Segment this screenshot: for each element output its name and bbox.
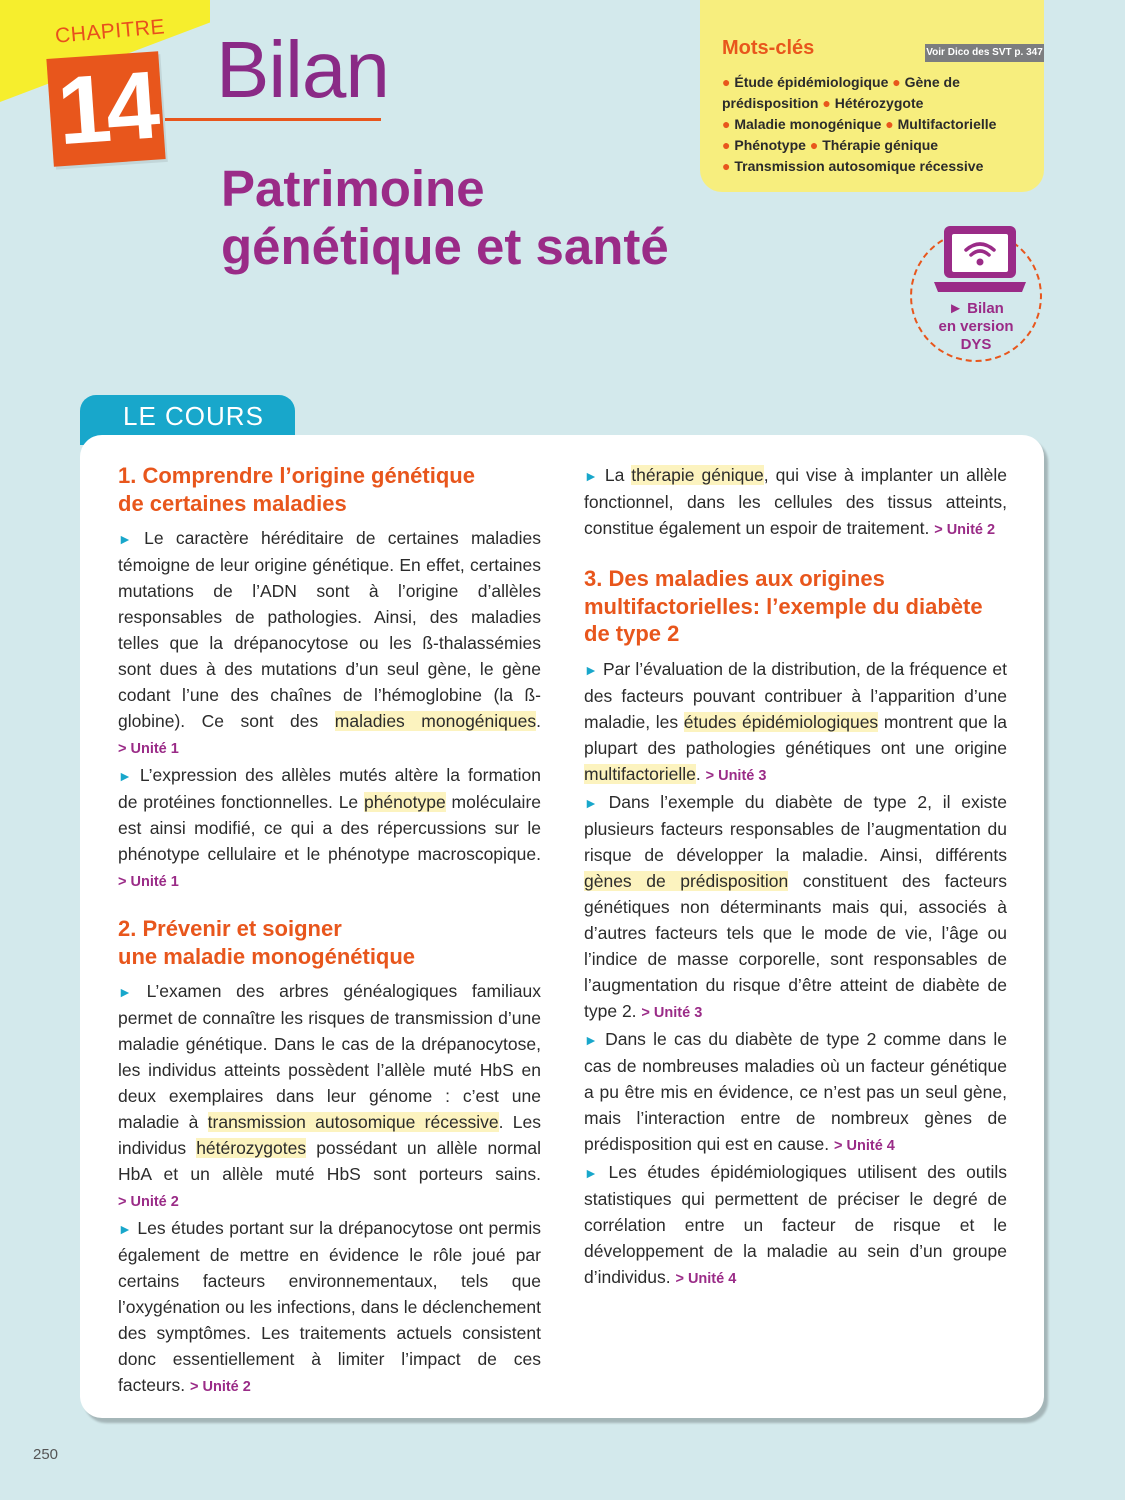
unit-link[interactable]: > Unité 2 xyxy=(934,522,996,538)
cours-label: LE COURS xyxy=(123,401,264,431)
keyword-item: Hétérozygote xyxy=(834,95,924,111)
dys-version-link[interactable] xyxy=(910,230,1042,362)
unit-link[interactable]: > Unité 2 xyxy=(118,1194,179,1210)
unit-link[interactable]: > Unité 2 xyxy=(190,1379,251,1395)
keyword-highlight: multifactorielle xyxy=(584,763,696,784)
unit-link[interactable]: > Unité 3 xyxy=(641,1004,703,1021)
bullet-icon: ● xyxy=(892,74,901,90)
bullet-icon: ● xyxy=(885,116,894,132)
unit-link[interactable]: > Unité 4 xyxy=(834,1137,895,1154)
unit-link[interactable]: > Unité 1 xyxy=(118,874,179,890)
keywords-list xyxy=(722,72,1024,177)
unit-link[interactable]: > Unité 3 xyxy=(705,767,767,784)
right-column xyxy=(584,462,1007,1292)
bullet-icon: ● xyxy=(722,158,731,174)
dictionary-reference[interactable]: Voir Dico des SVT p. 347 xyxy=(925,44,1044,62)
arrow-icon: ► xyxy=(118,984,132,1000)
section-2-paragraph-1: ► L’examen des arbres généalogiques familiaux permet de connaître les risques de transmission d’une maladie génétique. Dans le cas de la drépanocytose, les individus atteints possèdent l’allèle muté HbS en deux exemplaires dans leur génome : c’est une maladie à transmission autosomique récessive. Les individus hétérozygotes possédant un allèle normal HbA et un allèle muté HbS sont porteurs sains. > Unité 2 xyxy=(118,981,541,1210)
section-label: Bilan xyxy=(216,25,389,114)
keyword-item: Multifactorielle xyxy=(897,116,997,132)
dys-label: ► Bilan en version DYS xyxy=(938,300,1014,353)
page-title xyxy=(221,160,669,276)
keyword-item: Thérapie génique xyxy=(822,137,939,153)
left-column xyxy=(118,462,541,1400)
arrow-icon: ► xyxy=(118,768,132,784)
keyword-highlight: transmission autosomique récessive xyxy=(207,1112,499,1132)
section-1-title: 1. Comprendre l’origine génétique de certaines maladies xyxy=(118,463,475,516)
section-3-paragraph-4: ► Les études épidémiologiques utilisent des outils statistiques qui permettent de préciser le degré de corrélation entre un facteur de risque et le développement de la maladie au sein d’un groupe d’individus. > Unité 4 xyxy=(584,1161,1007,1287)
keyword-item: Transmission autosomique récessive xyxy=(734,158,984,174)
chapter-label: CHAPITRE xyxy=(54,15,166,48)
section-3-paragraph-2: ► Dans l’exemple du diabète de type 2, il existe plusieurs facteurs responsables de l’augmentation du risque de développer la maladie. Ainsi, différents gènes de prédisposition constituent des facteurs génétiques non déterminants mais qui, associés à d’autres facteurs tels que le mode de vie, l’âge ou l’indice de masse corporelle, sont responsables de l’augmentation du risque d’être atteint de diabète de type 2. > Unité 3 xyxy=(584,791,1007,1021)
section-2-title: 2. Prévenir et soigner une maladie monogénétique xyxy=(118,916,416,969)
play-icon: ► xyxy=(948,300,963,317)
unit-link[interactable]: > Unité 4 xyxy=(675,1270,737,1287)
keyword-highlight: études épidémiologiques xyxy=(683,711,879,732)
chapter-number: 14 xyxy=(46,51,165,167)
arrow-icon: ► xyxy=(118,531,132,547)
bullet-icon: ● xyxy=(809,137,819,153)
keyword-highlight: hétérozygotes xyxy=(196,1138,307,1158)
header-rule xyxy=(165,118,381,121)
section-3-paragraph-3: ► Dans le cas du diabète de type 2 comme dans le cas de nombreuses maladies où un facteur génétique a pu être mis en évidence, ce n’est pas un seul gène, mais l’interaction entre de nombreux gènes de prédisposition qui est en cause. > Unité 4 xyxy=(584,1028,1007,1154)
keyword-item: Gène de prédisposition xyxy=(722,74,960,111)
keyword-item: Maladie monogénique xyxy=(734,116,882,132)
arrow-icon: ► xyxy=(584,1164,598,1181)
laptop-wifi-icon xyxy=(934,226,1026,296)
arrow-icon: ► xyxy=(118,1221,132,1237)
keyword-highlight: maladies monogéniques xyxy=(334,711,537,731)
arrow-icon: ► xyxy=(584,661,598,678)
section-3-paragraph-1: ► Par l’évaluation de la distribution, de la fréquence et des facteurs pouvant contribuer à l’apparition d’une maladie, les études épidémiologiques montrent que la plupart des pathologies génétiques ont une origine multifactorielle. > Unité 3 xyxy=(584,658,1007,784)
bullet-icon: ● xyxy=(822,95,831,111)
page-title-line2: génétique et santé xyxy=(221,218,669,275)
section-1-paragraph-2: ► L’expression des allèles mutés altère la formation de protéines fonctionnelles. Le phénotype moléculaire est ainsi modifié, ce qui a des répercussions sur le phénotype cellulaire et le phénotype macroscopique. > Unité 1 xyxy=(118,765,541,890)
keyword-highlight: phénotype xyxy=(363,792,446,812)
keyword-highlight: gènes de prédisposition xyxy=(584,870,789,891)
page-number: 250 xyxy=(33,1446,59,1463)
keywords-box xyxy=(700,0,1044,192)
section-3-title: 3. Des maladies aux origines multifactorielles: l’exemple du diabète de type 2 xyxy=(584,566,983,646)
page-title-line1: Patrimoine xyxy=(221,160,485,217)
keyword-highlight: thérapie génique xyxy=(631,465,764,485)
section-2-paragraph-2: ► Les études portant sur la drépanocytose ont permis également de mettre en évidence le rôle joué par certains facteurs environnementaux, tels que l’oxygénation ou les infections, dans le déclenchement des symptômes. Les traitements actuels consistent donc essentiellement à limiter l’impact de ces facteurs. > Unité 2 xyxy=(118,1218,541,1395)
section-2-paragraph-3: ► La thérapie génique, qui vise à implanter un allèle fonctionnel, dans les cellules des tissus atteints, constitue également un espoir de traitement. > Unité 2 xyxy=(584,465,1007,538)
arrow-icon: ► xyxy=(584,1031,598,1048)
section-1-paragraph-1: ► Le caractère héréditaire de certaines maladies témoigne de leur origine génétique. En effet, certaines mutations de l’ADN sont à l’origine d’allèles responsables de pathologies. Ainsi, des maladies telles que la drépanocytose ou les ß-thalassémies sont dues à des mutations d’un seul gène, le gène codant l’une des chaînes de l’hémoglobine (la ß-globine). Ce sont des maladies monogéniques. > Unité 1 xyxy=(118,528,541,757)
keywords-title: Mots-clés xyxy=(722,37,815,59)
unit-link[interactable]: > Unité 1 xyxy=(118,741,179,757)
bullet-icon: ● xyxy=(722,137,731,153)
keyword-item: Phénotype xyxy=(734,137,806,153)
keyword-item: Étude épidémiologique xyxy=(734,74,889,90)
bullet-icon: ● xyxy=(722,74,731,90)
arrow-icon: ► xyxy=(584,794,598,811)
bullet-icon: ● xyxy=(722,116,731,132)
arrow-icon: ► xyxy=(584,468,598,484)
